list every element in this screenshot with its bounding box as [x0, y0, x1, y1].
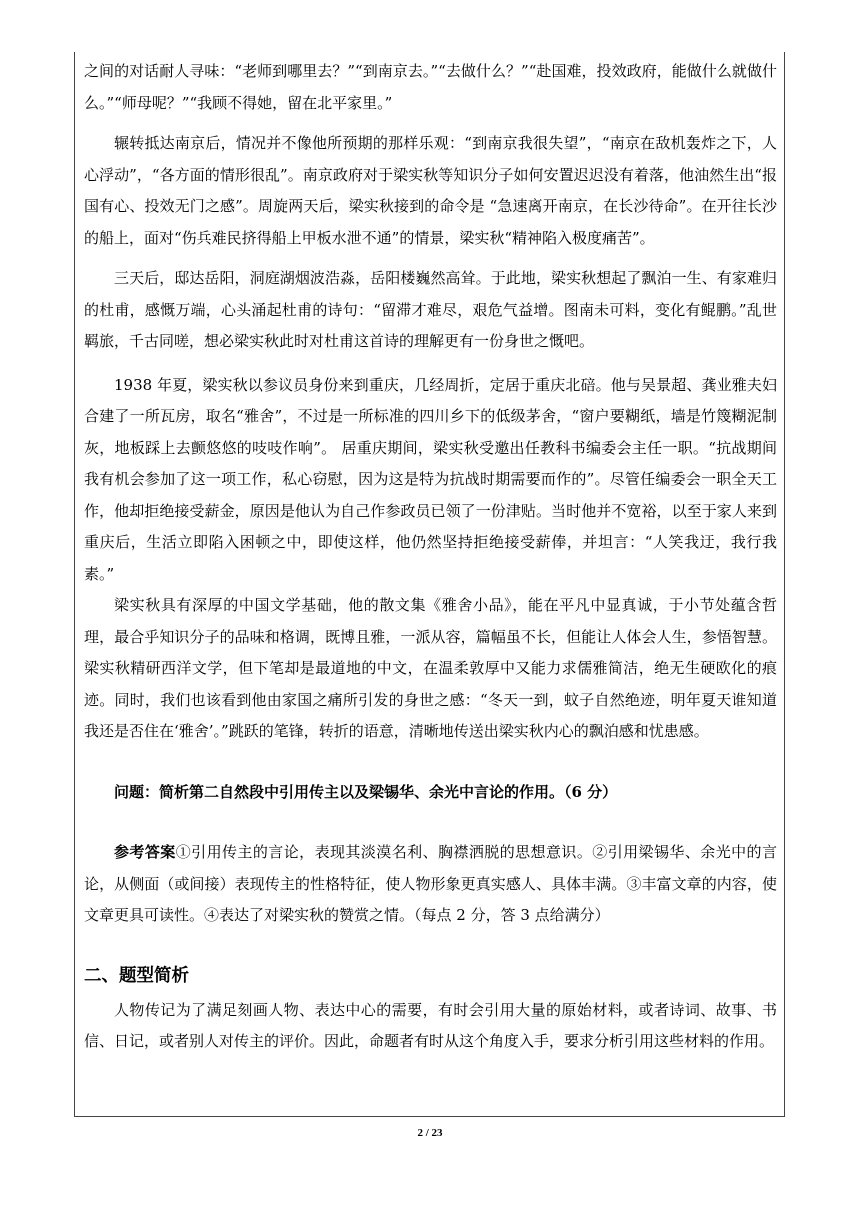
paragraph-yashe: 梁实秋具有深厚的中国文学基础，他的散文集《雅舍小品》，能在平凡中显真诚，于小节处蕴含哲理，最合乎知识分子的品味和格调，既博且雅，一派从容，篇幅虽不长，但能让人体会人生，参悟智慧。梁实秋精研西洋文学，但下笔却是最道地的中文，在温柔敦厚中又能力求儒雅简洁，绝无生硬欧化的痕迹。同时，我们也该看到他由家国之痛所引发的身世之感：“冬天一到，蚊子自然绝迹，明年夏天谁知道我还是否住在‘雅舍’。”跳跃的笔锋，转折的语意，清晰地传送出梁实秋内心的飘泊感和忧患感。 — [84, 596, 777, 740]
paragraph-dialogue: 之间的对话耐人寻味：“老师到哪里去？”“到南京去。”“去做什么？”“赴国难，投效政府，能做什么就做什么。”“师母呢？”“我顾不得她，留在北平家里。” — [84, 62, 777, 112]
paragraph-chongqing: 1938 年夏，梁实秋以参议员身份来到重庆，几经周折，定居于重庆北碚。他与吴景超、龚业雅夫妇合建了一所瓦房，取名“雅舍”，不过是一所标准的四川乡下的低级茅舍，“窗户要糊纸，墙是竹篾糊泥制灰，地板踩上去颤悠悠的吱吱作响”。 居重庆期间，梁实秋受邀出任教科书编委会主任一职。“抗战期间我有机会参加了这一项工作，私心窃慰，因为这是特为抗战时期需要而作的”。尽管任编委会一职全天工作，他却拒绝接受薪金，原因是他认为自己作参政员已领了一份津贴。当时他并不宽裕，以至于家人来到重庆后，生活立即陷入困顿之中，即使这样，他仍然坚持拒绝接受薪俸，并坦言：“人笑我迂，我行我素。” — [84, 375, 777, 583]
page-number: 2 / 23 — [417, 1127, 443, 1139]
answer-text: ①引用传主的言论，表现其淡漠名利、胸襟洒脱的思想意识。②引用梁锡华、余光中的言论，从侧面（或间接）表现传主的性格特征，使人物形象更真实感人、具体丰满。③丰富文章的内容，使文章更具可读性。④表达了对梁实秋的赞赏之情。（每点 2 分，答 3 点给满分） — [84, 843, 777, 924]
reference-answer — [84, 837, 777, 932]
question-text: 问题：简析第二自然段中引用传主以及梁锡华、余光中言论的作用。（6 分） — [114, 782, 618, 801]
section-heading: 二、题型简析 — [84, 965, 189, 986]
section-description: 人物传记为了满足刻画人物、表达中心的需要，有时会引用大量的原始材料，或者诗词、故事、书信、日记，或者别人对传主的评价。因此，命题者有时从这个角度入手，要求分析引用这些材料的作用。 — [84, 1000, 777, 1050]
document-body — [84, 56, 777, 1058]
answer-label: 参考答案 — [114, 843, 176, 861]
paragraph-yueyang: 三天后，邸达岳阳，洞庭湖烟波浩淼，岳阳楼巍然高耸。于此地，梁实秋想起了飘泊一生、有家难归的杜甫，感慨万端，心头涌起杜甫的诗句：“留滞才难尽，艰危气益增。图南未可料，变化有鲲鹏。”乱世羁旅，千古同嗟，想必梁实秋此时对杜甫这首诗的理解更有一份身世之慨吧。 — [84, 269, 777, 350]
paragraph-nanjing: 辗转抵达南京后，情况并不像他所预期的那样乐观：“到南京我很失望”，“南京在敌机轰炸之下，人心浮动”，“各方面的情形很乱”。南京政府对于梁实秋等知识分子如何安置迟迟没有着落，他油然生出“报国有心、投效无门之感”。周旋两天后，梁实秋接到的命令是 “急速离开南京，在长沙待命”。在开往长沙的船上，面对“伤兵难民挤得船上甲板水泄不通”的情景，梁实秋“精神陷入极度痛苦”。 — [84, 134, 777, 247]
